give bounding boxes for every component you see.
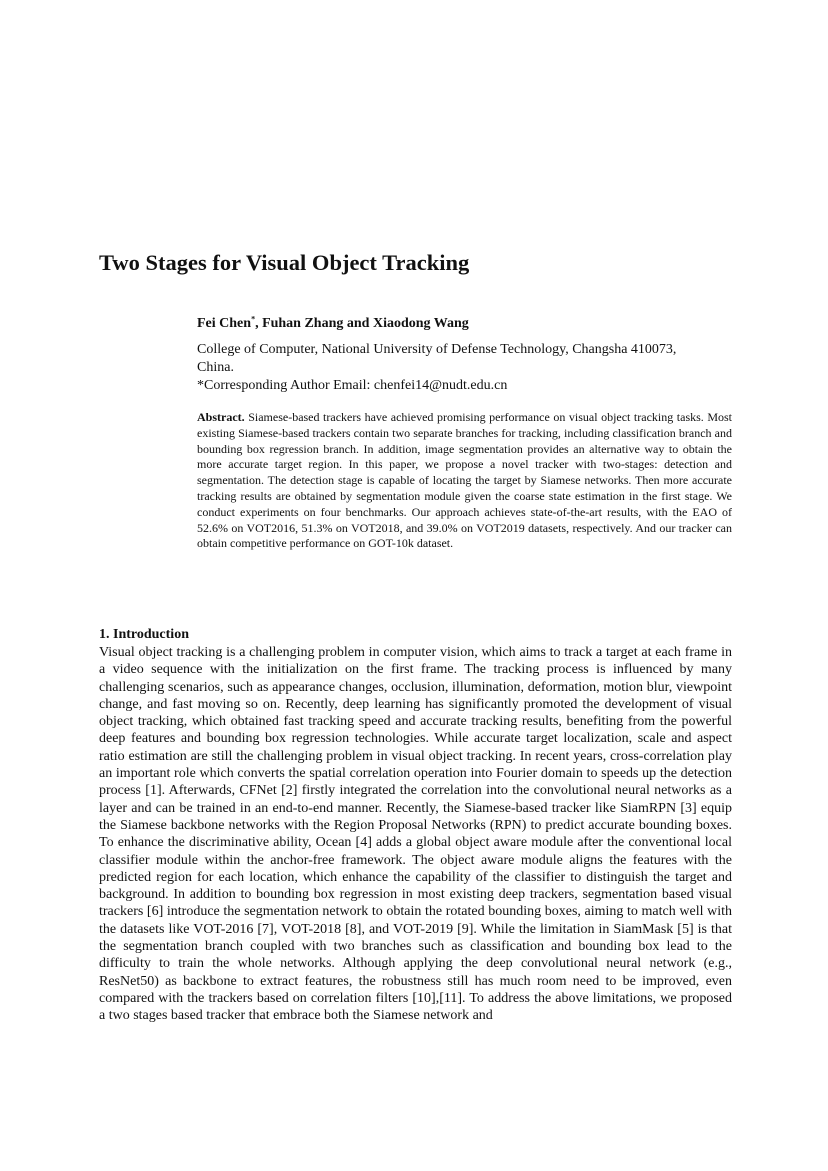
corresponding-author-mark: *: [251, 314, 256, 324]
corresponding-email: *Corresponding Author Email: chenfei14@nudt.edu.cn: [197, 378, 508, 393]
introduction-body: Visual object tracking is a challenging problem in computer vision, which aims to track a target at each frame in a video sequence with the initialization on the first frame. The tracking process is influenced by many challenging scenarios, such as appearance changes, occlusion, illumination, deformation, motion blur, viewpoint change, and fast moving so on. Recently, deep learning has significantly promoted the development of visual object tracking, which obtained fast tracking speed and accurate tracking results, benefiting from the powerful deep features and bounding box regression technologies. While accurate target localization, scale and aspect ratio estimation are still the challenging problem in visual object tracking. In recent years, cross-correlation play an important role which converts the spatial correlation operation into Fourier domain to speeds up the detection process [1]. Afterwards, CFNet [2] firstly integrated the correlation into the convolutional neural networks as a layer and can be trained in an end-to-end manner. Recently, the Siamese-based tracker like SiamRPN [3] equip the Siamese backbone networks with the Region Proposal Networks (RPN) to predict accurate bounding boxes. To enhance the discriminative ability, Ocean [4] adds a global object aware module after the conventional local classifier module within the anchor-free framework. The object aware module aligns the features with the predicted region for each location, which enhance the capability of the classifier to distinguish the target and background. In addition to bounding box regression in most existing deep trackers, segmentation based visual trackers [6] introduce the segmentation network to obtain the rotated bounding boxes, aiming to match well with the datasets like VOT-2016 [7], VOT-2018 [8], and VOT-2019 [9]. While the limitation in SiamMask [5] is that the segmentation branch coupled with two branches such as classification and bounding box lead to the difficulty to train the whole networks. Although applying the deep convolutional neural network (e.g., ResNet50) as backbone to extract features, the robustness still has much room need to be improved, even compared with the trackers based on correlation filters [10],[11]. To address the above limitations, we proposed a two stages based tracker that embrace both the Siamese network and: [99, 645, 732, 1024]
author-rest: , Fuhan Zhang and Xiaodong Wang: [255, 316, 469, 331]
author-list: [197, 315, 737, 333]
abstract-label: Abstract.: [197, 410, 245, 424]
affiliation-block: [197, 341, 737, 395]
abstract: [197, 410, 732, 552]
section-heading-introduction: 1. Introduction: [99, 627, 189, 642]
abstract-text: Siamese-based trackers have achieved promising performance on visual object tracking tasks. Most existing Siamese-based trackers contain two separate branches for tracking, including classification branch and bounding box regression branch. In addition, image segmentation provides an alternative way to obtain the more accurate target region. In this paper, we propose a novel tracker with two-stages: detection and segmentation. The detection stage is capable of locating the target by Siamese networks. Then more accurate tracking results are obtained by segmentation module given the coarse state estimation in the first stage. We conduct experiments on four benchmarks. Our approach achieves state-of-the-art results, with the EAO of 52.6% on VOT2016, 51.3% on VOT2018, and 39.0% on VOT2019 datasets, respectively. And our tracker can obtain competitive performance on GOT-10k dataset.: [197, 410, 733, 551]
affiliation-line-1: College of Computer, National University of Defense Technology, Changsha 410073,: [197, 342, 677, 357]
author-first: Fei Chen: [197, 316, 252, 331]
affiliation-line-2: China.: [197, 360, 234, 375]
paper-title: Two Stages for Visual Object Tracking: [99, 250, 470, 275]
